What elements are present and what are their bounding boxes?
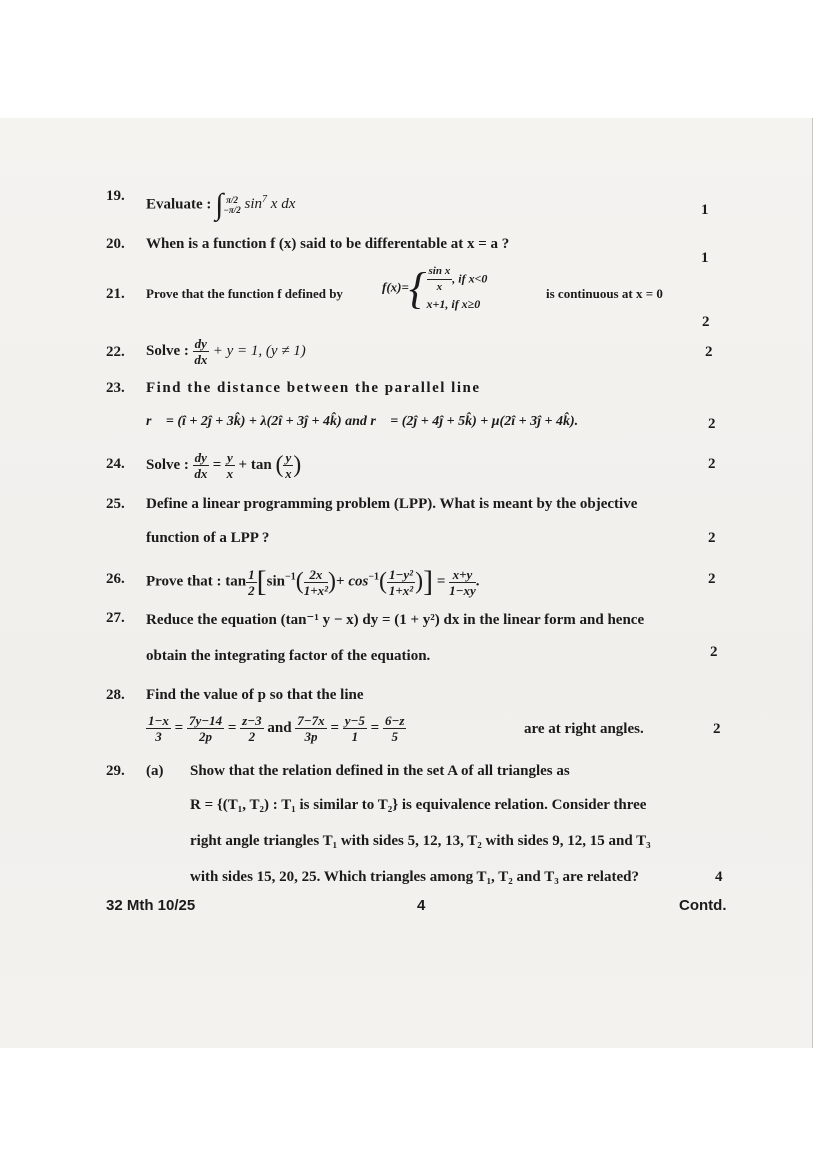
paper-code: 32 Mth 10/25 — [106, 897, 196, 914]
continued-label: Contd. — [679, 897, 727, 914]
page-number: 4 — [417, 897, 426, 914]
